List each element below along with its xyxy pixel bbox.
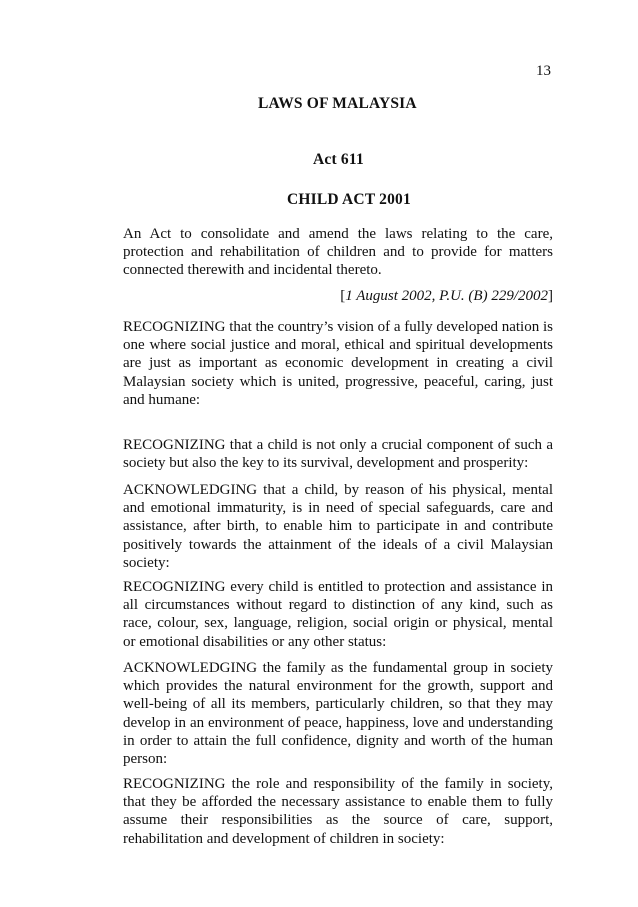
page-number: 13 xyxy=(536,63,551,79)
laws-title: LAWS OF MALAYSIA xyxy=(258,95,417,112)
citation-date-reference: 1 August 2002, P.U. (B) 229/2002 xyxy=(345,288,548,304)
preamble-paragraph: RECOGNIZING every child is entitled to protection and assistance in all circumstances without regard to distinction of any kind, such as race, colour, sex, language, religion, social origin or physical, mental or emotional disabilities or any other status: xyxy=(123,579,553,650)
preamble-paragraph: ACKNOWLEDGING that a child, by reason of his physical, mental and emotional immaturity, is in need of special safeguards, care and assistance, after birth, to enable him to participate in and contribute positively towards the attainment of the ideals of a civil Malaysian society: xyxy=(123,482,553,571)
preamble-paragraph: RECOGNIZING that the country’s vision of a fully developed nation is one where social justice and moral, ethical and spiritual developments are just as important as economic development in creating a civil Malaysian society which is united, progressive, peaceful, caring, just and humane: xyxy=(123,319,553,408)
preamble-paragraph: ACKNOWLEDGING the family as the fundamental group in society which provides the natural environment for the growth, support and well-being of all its members, particularly children, so that they may develop in an environment of peace, happiness, love and understanding in order to attain the full confidence, dignity and worth of the human person: xyxy=(123,660,553,768)
citation-open-bracket: [ xyxy=(340,288,346,304)
citation-close-bracket: ] xyxy=(548,288,553,304)
act-number: Act 611 xyxy=(313,151,364,168)
preamble-paragraph: RECOGNIZING that a child is not only a crucial component of such a society but also the key to its survival, development and prosperity: xyxy=(123,437,553,472)
commencement-citation xyxy=(340,287,553,305)
long-title-paragraph: An Act to consolidate and amend the laws relating to the care, protection and rehabilitation of children and to provide for matters connected therewith and incidental thereto. xyxy=(123,226,553,279)
act-title: CHILD ACT 2001 xyxy=(287,191,411,208)
preamble-paragraph: RECOGNIZING the role and responsibility of the family in society, that they be afforded the necessary assistance to enable them to fully assume their responsibilities as the source of care, support, rehabilitation and development of children in society: xyxy=(123,776,553,847)
